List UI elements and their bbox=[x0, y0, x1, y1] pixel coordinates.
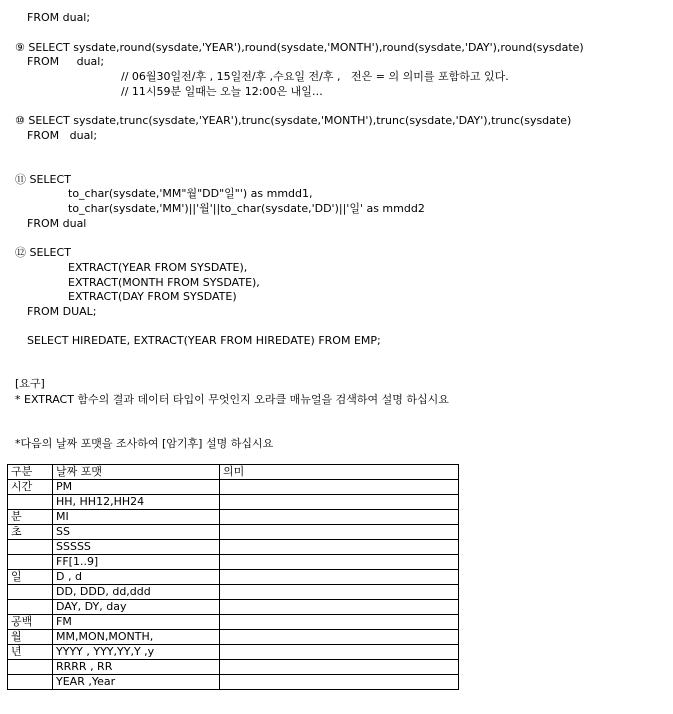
row-meaning bbox=[220, 645, 459, 660]
row-category: 일 bbox=[8, 570, 53, 585]
code-line: EXTRACT(DAY FROM SYSDATE) bbox=[68, 290, 237, 303]
row-format: FM bbox=[53, 615, 220, 630]
row-category bbox=[8, 600, 53, 615]
row-format: DD, DDD, dd,ddd bbox=[53, 585, 220, 600]
code-line: FROM dual; bbox=[27, 129, 98, 142]
row-meaning bbox=[220, 555, 459, 570]
table-row bbox=[8, 660, 459, 675]
table-row bbox=[8, 540, 459, 555]
table-row bbox=[8, 480, 459, 495]
table-row bbox=[8, 585, 459, 600]
row-format: SSSSS bbox=[53, 540, 220, 555]
row-meaning bbox=[220, 480, 459, 495]
row-meaning bbox=[220, 600, 459, 615]
row-category bbox=[8, 660, 53, 675]
row-category bbox=[8, 555, 53, 570]
requirement-heading: [요구] bbox=[15, 377, 45, 390]
row-category: 시간 bbox=[8, 480, 53, 495]
table-row bbox=[8, 600, 459, 615]
table-row bbox=[8, 630, 459, 645]
table-header-row bbox=[8, 465, 459, 480]
row-format: YYYY , YYY,YY,Y ,y bbox=[53, 645, 220, 660]
table-row bbox=[8, 615, 459, 630]
table-row bbox=[8, 555, 459, 570]
code-line: to_char(sysdate,'MM"월"DD"일"') as mmdd1, bbox=[68, 187, 313, 200]
table-row bbox=[8, 570, 459, 585]
code-line-11-select: ⑪ SELECT bbox=[15, 173, 71, 186]
date-format-table bbox=[7, 464, 459, 690]
code-line: FROM dual; bbox=[27, 55, 105, 68]
row-meaning bbox=[220, 525, 459, 540]
row-meaning bbox=[220, 615, 459, 630]
header-category: 구분 bbox=[8, 465, 53, 480]
row-category bbox=[8, 495, 53, 510]
table-instruction: *다음의 날짜 포맷을 조사하여 [암기후] 설명 하십시요 bbox=[15, 437, 274, 450]
row-format: DAY, DY, day bbox=[53, 600, 220, 615]
code-line: FROM dual; bbox=[27, 11, 91, 24]
row-format: MM,MON,MONTH, bbox=[53, 630, 220, 645]
table-row bbox=[8, 525, 459, 540]
row-category: 공백 bbox=[8, 615, 53, 630]
code-line: EXTRACT(YEAR FROM SYSDATE), bbox=[68, 261, 248, 274]
row-meaning bbox=[220, 495, 459, 510]
row-format: HH, HH12,HH24 bbox=[53, 495, 220, 510]
row-format: RRRR , RR bbox=[53, 660, 220, 675]
code-comment: // 11시59분 일때는 오늘 12:00은 내일… bbox=[121, 85, 323, 98]
row-category: 초 bbox=[8, 525, 53, 540]
header-meaning: 의미 bbox=[220, 465, 459, 480]
table-row bbox=[8, 645, 459, 660]
row-meaning bbox=[220, 540, 459, 555]
row-meaning bbox=[220, 585, 459, 600]
row-category: 월 bbox=[8, 630, 53, 645]
code-line: SELECT HIREDATE, EXTRACT(YEAR FROM HIREDATE) FROM EMP; bbox=[27, 334, 381, 347]
table-row bbox=[8, 510, 459, 525]
row-format: PM bbox=[53, 480, 220, 495]
code-line-12-select: ⑫ SELECT bbox=[15, 246, 71, 259]
table-row bbox=[8, 495, 459, 510]
requirement-text: * EXTRACT 함수의 결과 데이터 타입이 무엇인지 오라클 매뉴얼을 검색하여 설명 하십시요 bbox=[15, 393, 449, 406]
row-category bbox=[8, 585, 53, 600]
code-line: to_char(sysdate,'MM')||'월'||to_char(sysdate,'DD')||'일' as mmdd2 bbox=[68, 202, 425, 215]
row-format: D , d bbox=[53, 570, 220, 585]
row-meaning bbox=[220, 570, 459, 585]
row-category bbox=[8, 675, 53, 690]
code-comment: // 06월30일전/후 , 15일전/후 ,수요일 전/후 , 전은 = 의 의미를 포함하고 있다. bbox=[121, 70, 509, 83]
row-format: FF[1..9] bbox=[53, 555, 220, 570]
row-category: 분 bbox=[8, 510, 53, 525]
row-meaning bbox=[220, 675, 459, 690]
code-line: EXTRACT(MONTH FROM SYSDATE), bbox=[68, 276, 260, 289]
row-category: 년 bbox=[8, 645, 53, 660]
table-row bbox=[8, 675, 459, 690]
row-format: SS bbox=[53, 525, 220, 540]
code-line-10-select: ⑩ SELECT sysdate,trunc(sysdate,'YEAR'),trunc(sysdate,'MONTH'),trunc(sysdate,'DAY'),trunc(sysdate) bbox=[15, 114, 572, 127]
code-line: FROM dual bbox=[27, 217, 87, 230]
row-format: YEAR ,Year bbox=[53, 675, 220, 690]
code-line-9-select: ⑨ SELECT sysdate,round(sysdate,'YEAR'),round(sysdate,'MONTH'),round(sysdate,'DAY'),round(sysdate) bbox=[15, 41, 584, 54]
header-format: 날짜 포맷 bbox=[53, 465, 220, 480]
row-meaning bbox=[220, 630, 459, 645]
row-format: MI bbox=[53, 510, 220, 525]
row-meaning bbox=[220, 660, 459, 675]
row-category bbox=[8, 540, 53, 555]
row-meaning bbox=[220, 510, 459, 525]
code-line: FROM DUAL; bbox=[27, 305, 97, 318]
